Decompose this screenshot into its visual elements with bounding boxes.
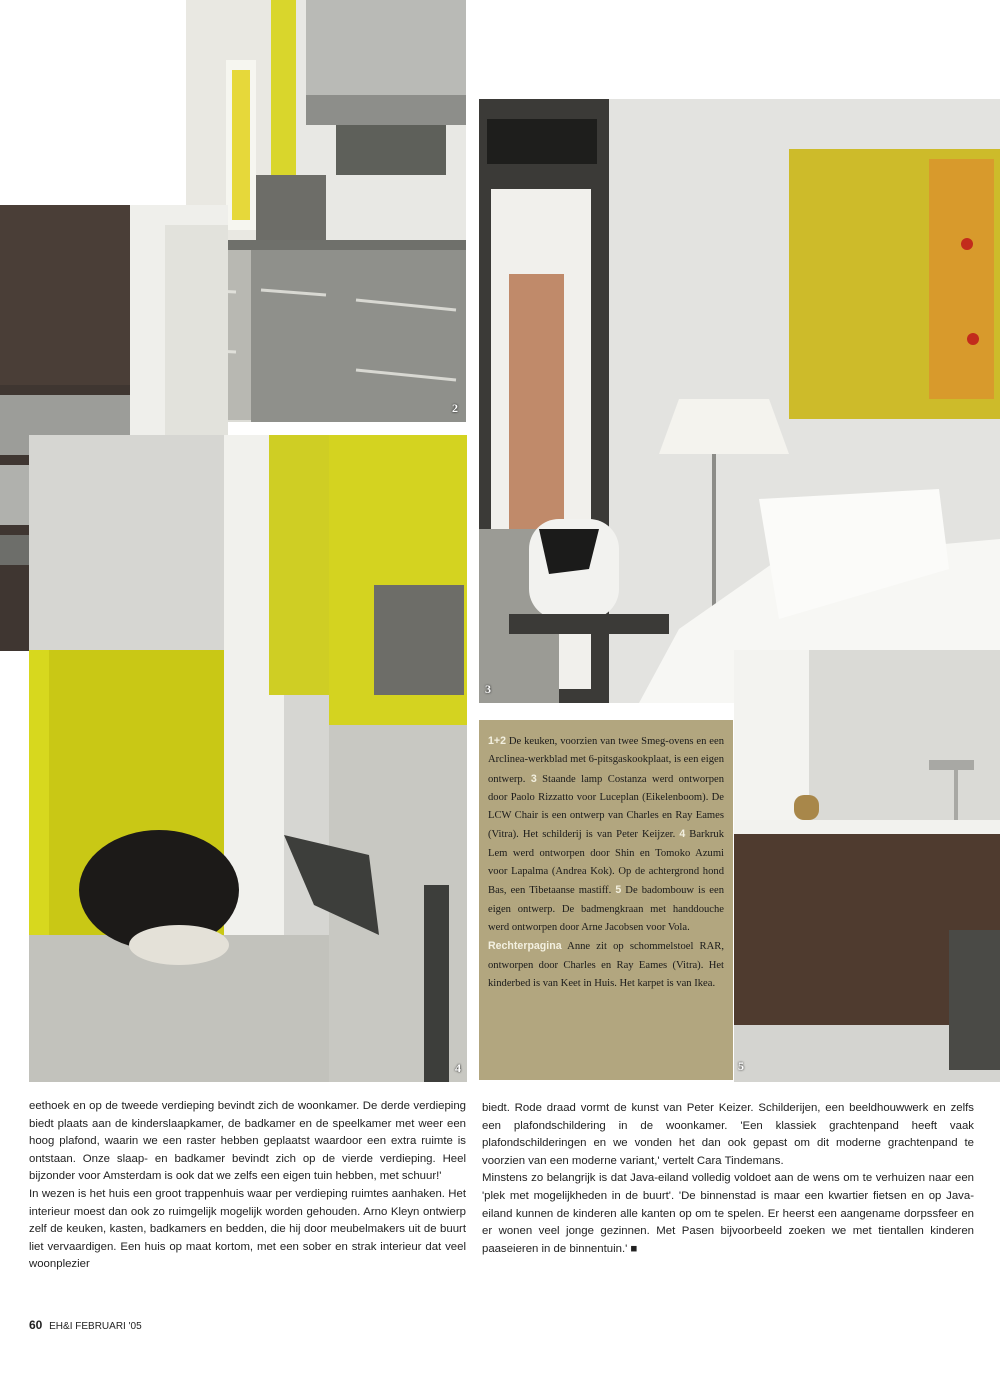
photo-bathroom [734, 650, 1000, 1082]
photo-bedroom [479, 99, 1000, 703]
bedroom-illustration [479, 99, 1000, 703]
body-paragraph: In wezen is het huis een groot trappenhuis waar per verdieping ruimtes aanhaken. Het interieur moest dan ook zo ruimgelijk mogelijk worden gehouden. Arno Kleyn ontwierp zelf de keuken, kasten, badkamers en bedden, die hij door meubelmakers uit de buurt liet vervaardigen. Een huis op maat kortom, met een sober en strak interieur dat veel woonplezier [29, 1187, 466, 1271]
caption-text-4: Barkruk Lem werd ontworpen door Shin en Tomoko Azumi voor Lapalma (Andrea Kok). Op de achtergrond hond Bas, een Tibetaanse mastiff. [488, 829, 724, 897]
caption-text [488, 732, 724, 937]
photo-kitchen-top [186, 0, 466, 422]
caption-label-3: 3 [530, 772, 537, 785]
body-paragraph: Minstens zo belangrijk is dat Java-eiland volledig voldoet aan de wens om te verhuizen naar een 'plek met mogelijkheden in de buurt'. 'De binnenstad is maar een kwartier fietsen en op Java-eiland kunnen de kinderen alle kanten op om te spelen. Er heerst een aangename dorpssfeer en er wonen veel jonge gezinnen. Met Pasen bijvoorbeeld zoeken we met tientallen kinderen paaseieren in de binnentuin.' ■ [482, 1172, 974, 1255]
photo-dog-barstool [29, 435, 467, 1082]
bathroom-illustration [734, 650, 1000, 1082]
photo-number-3: 3 [485, 682, 491, 696]
caption-box [479, 720, 733, 1080]
body-paragraph: biedt. Rode draad vormt de kunst van Peter Keizer. Schilderijen, een beeldhouwwerk en zelfs een plafondschildering in de woonkamer. 'Een klassiek grachtenpand heeft vaak plafondschilderingen en we vonden het dan ook gepast om dit moderne grachtenpand te voorzien van een moderne variant,' vertelt Cara Tindemans. [482, 1102, 974, 1167]
caption-label-4: 4 [679, 828, 686, 841]
page-number: 60 [29, 1318, 43, 1332]
photo-number-2: 2 [452, 401, 458, 415]
caption-label-5: 5 [615, 884, 622, 897]
caption-text-5: De badombouw is een eigen ontwerp. De badmengkraan met handdouche werd ontworpen door Arne Jacobsen voor Vola. [488, 885, 724, 933]
issue-label: EH&I FEBRUARI '05 [49, 1321, 142, 1332]
caption-text-3: Staande lamp Costanza werd ontworpen door Paolo Rizzatto voor Luceplan (Eikelenboom). De LCW Chair is een ontwerp van Charles en Ray Eames (Vitra). Het schilderij is van Peter Keijzer. [488, 773, 724, 841]
caption-label-1-2: 1+2 [488, 735, 506, 747]
caption-label-right-page: Rechterpagina [488, 940, 562, 953]
caption-right-page [488, 937, 724, 993]
page-footer [29, 1318, 142, 1332]
kitchen-top-illustration [186, 0, 466, 422]
dog-barstool-illustration [29, 435, 467, 1082]
body-column-left [29, 1098, 466, 1274]
body-column-right [482, 1100, 974, 1258]
caption-text-1-2: De keuken, voorzien van twee Smeg-ovens en een Arclinea-werkblad met 6-pitsgaskookplaat, is een eigen ontwerp. [488, 736, 724, 785]
caption-text-right-page: Anne zit op schommelstoel RAR, ontworpen door Charles en Ray Eames (Vitra). Het kinderbed is van Keet in Huis. Het karpet is van Ikea. [488, 941, 724, 989]
photo-number-4: 4 [455, 1061, 461, 1075]
body-paragraph: eethoek en op de tweede verdieping bevindt zich de woonkamer. De derde verdieping biedt plaats aan de kinderslaapkamer, de badkamer en de speelkamer met weer een hoog plafond, waarin we een raster hebben geplaatst waardoor een extra ruimte is ontstaan. Onze slaap- en badkamer bevindt zich op de vierde verdieping. Heel bijzonder voor Amsterdam is ook dat we zelfs een eigen tuin hebben, met schuur!' [29, 1100, 466, 1183]
photo-number-5: 5 [738, 1059, 744, 1073]
